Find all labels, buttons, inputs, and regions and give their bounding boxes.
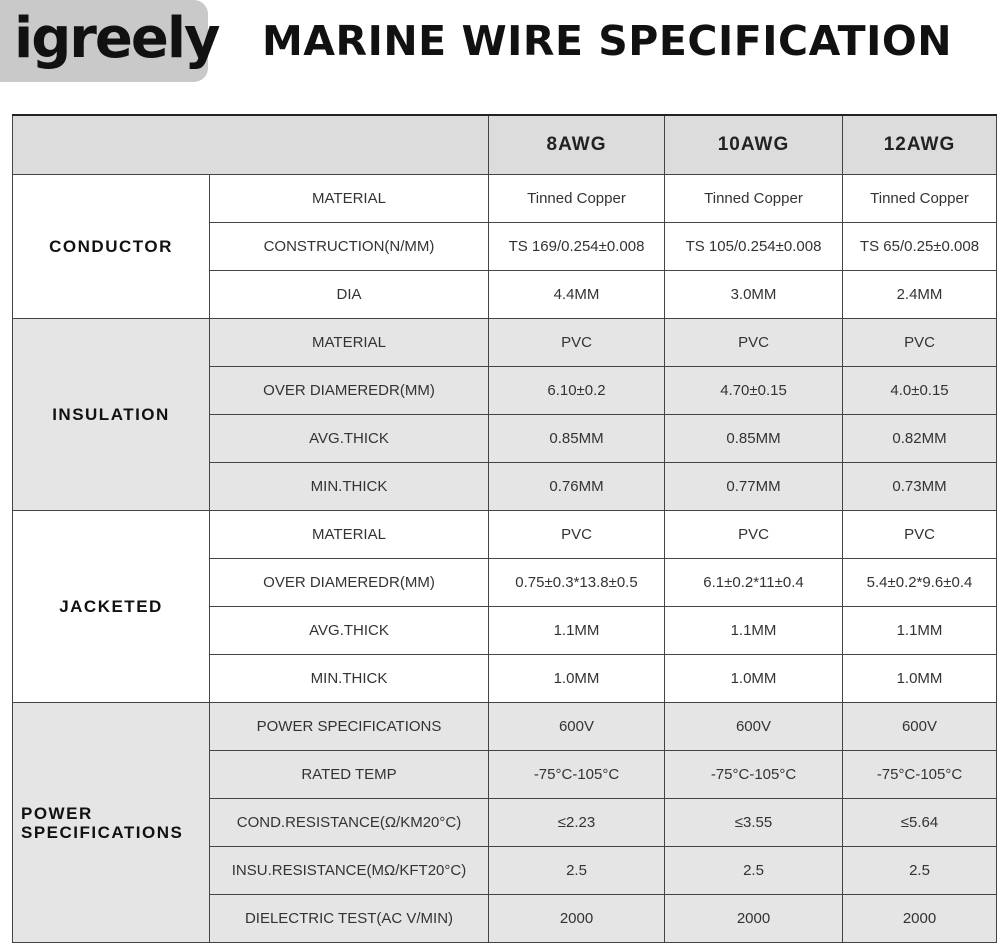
value-cell: 600V bbox=[665, 703, 843, 751]
row-label: AVG.THICK bbox=[210, 415, 489, 463]
value-cell: 4.70±0.15 bbox=[665, 367, 843, 415]
page-title: MARINE WIRE SPECIFICATION bbox=[262, 17, 953, 65]
value-cell: 600V bbox=[843, 703, 997, 751]
row-label: DIA bbox=[210, 271, 489, 319]
value-cell: 3.0MM bbox=[665, 271, 843, 319]
row-label: INSU.RESISTANCE(MΩ/KFT20°C) bbox=[210, 847, 489, 895]
value-cell: ≤3.55 bbox=[665, 799, 843, 847]
value-cell: TS 169/0.254±0.008 bbox=[489, 223, 665, 271]
value-cell: 6.1±0.2*11±0.4 bbox=[665, 559, 843, 607]
row-label: MATERIAL bbox=[210, 511, 489, 559]
value-cell: 0.85MM bbox=[489, 415, 665, 463]
value-cell: Tinned Copper bbox=[489, 175, 665, 223]
spec-table-body bbox=[13, 175, 997, 943]
column-header-8awg: 8AWG bbox=[489, 115, 665, 175]
value-cell: 1.0MM bbox=[665, 655, 843, 703]
value-cell: 1.0MM bbox=[489, 655, 665, 703]
column-header-10awg: 10AWG bbox=[665, 115, 843, 175]
value-cell: 4.4MM bbox=[489, 271, 665, 319]
group-label: POWER SPECIFICATIONS bbox=[13, 703, 210, 943]
value-cell: 1.1MM bbox=[665, 607, 843, 655]
row-label: MATERIAL bbox=[210, 319, 489, 367]
value-cell: 0.75±0.3*13.8±0.5 bbox=[489, 559, 665, 607]
row-label: DIELECTRIC TEST(AC V/MIN) bbox=[210, 895, 489, 943]
table-row bbox=[13, 511, 997, 559]
value-cell: PVC bbox=[843, 319, 997, 367]
value-cell: 0.76MM bbox=[489, 463, 665, 511]
value-cell: TS 105/0.254±0.008 bbox=[665, 223, 843, 271]
spec-table bbox=[12, 114, 997, 943]
value-cell: PVC bbox=[489, 319, 665, 367]
row-label: OVER DIAMEREDR(MM) bbox=[210, 559, 489, 607]
value-cell: 5.4±0.2*9.6±0.4 bbox=[843, 559, 997, 607]
value-cell: 600V bbox=[489, 703, 665, 751]
value-cell: PVC bbox=[843, 511, 997, 559]
value-cell: 0.82MM bbox=[843, 415, 997, 463]
table-row bbox=[13, 319, 997, 367]
row-label: POWER SPECIFICATIONS bbox=[210, 703, 489, 751]
value-cell: 4.0±0.15 bbox=[843, 367, 997, 415]
value-cell: PVC bbox=[489, 511, 665, 559]
value-cell: 0.73MM bbox=[843, 463, 997, 511]
group-label: JACKETED bbox=[13, 511, 210, 703]
table-row bbox=[13, 175, 997, 223]
value-cell: 1.1MM bbox=[843, 607, 997, 655]
value-cell: 2.5 bbox=[665, 847, 843, 895]
value-cell: Tinned Copper bbox=[665, 175, 843, 223]
value-cell: -75°C-105°C bbox=[489, 751, 665, 799]
value-cell: TS 65/0.25±0.008 bbox=[843, 223, 997, 271]
value-cell: 0.85MM bbox=[665, 415, 843, 463]
value-cell: -75°C-105°C bbox=[665, 751, 843, 799]
value-cell: 2.5 bbox=[843, 847, 997, 895]
row-label: MIN.THICK bbox=[210, 463, 489, 511]
group-label: INSULATION bbox=[13, 319, 210, 511]
row-label: OVER DIAMEREDR(MM) bbox=[210, 367, 489, 415]
value-cell: PVC bbox=[665, 319, 843, 367]
value-cell: 2.5 bbox=[489, 847, 665, 895]
row-label: MATERIAL bbox=[210, 175, 489, 223]
header-blank-cell bbox=[13, 115, 489, 175]
value-cell: 2.4MM bbox=[843, 271, 997, 319]
brand-logo-text: igreely bbox=[14, 6, 219, 71]
value-cell: 2000 bbox=[489, 895, 665, 943]
value-cell: -75°C-105°C bbox=[843, 751, 997, 799]
value-cell: 1.0MM bbox=[843, 655, 997, 703]
value-cell: 1.1MM bbox=[489, 607, 665, 655]
value-cell: ≤5.64 bbox=[843, 799, 997, 847]
row-label: MIN.THICK bbox=[210, 655, 489, 703]
value-cell: ≤2.23 bbox=[489, 799, 665, 847]
row-label: COND.RESISTANCE(Ω/KM20°C) bbox=[210, 799, 489, 847]
row-label: AVG.THICK bbox=[210, 607, 489, 655]
table-header-row bbox=[13, 115, 997, 175]
brand-logo bbox=[0, 0, 219, 82]
value-cell: 2000 bbox=[843, 895, 997, 943]
value-cell: Tinned Copper bbox=[843, 175, 997, 223]
value-cell: 6.10±0.2 bbox=[489, 367, 665, 415]
row-label: CONSTRUCTION(N/MM) bbox=[210, 223, 489, 271]
value-cell: PVC bbox=[665, 511, 843, 559]
column-header-12awg: 12AWG bbox=[843, 115, 997, 175]
table-row bbox=[13, 703, 997, 751]
value-cell: 0.77MM bbox=[665, 463, 843, 511]
group-label: CONDUCTOR bbox=[13, 175, 210, 319]
value-cell: 2000 bbox=[665, 895, 843, 943]
row-label: RATED TEMP bbox=[210, 751, 489, 799]
